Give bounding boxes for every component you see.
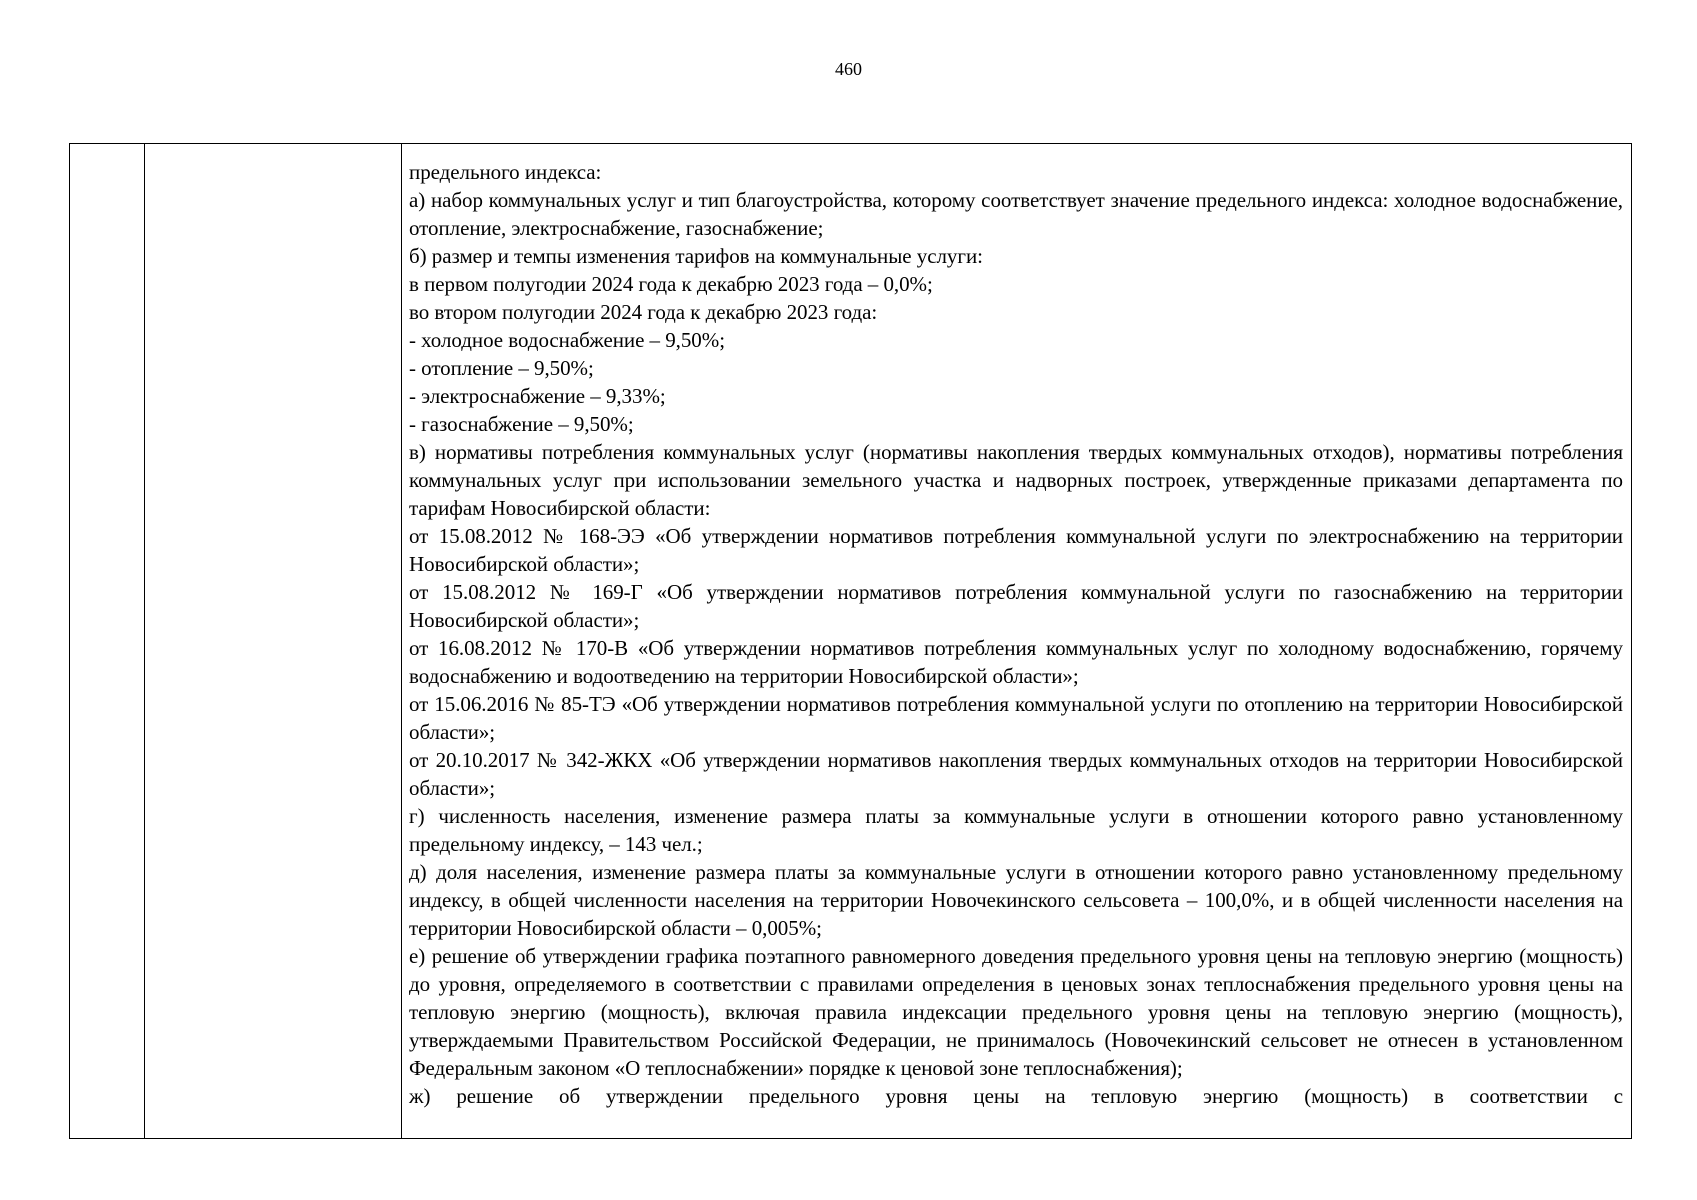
paragraph: д) доля населения, изменение размера платы за коммунальные услуги в отношении которого равно установленному предельному индексу, в общей численности населения на территории Новочекинского сельсовета – 100,0%, и в общей численности населения на территории Новосибирской области – 0,005%;	[409, 860, 1623, 940]
paragraph: а) набор коммунальных услуг и тип благоустройства, которому соответствует значение предельного индекса: холодное водоснабжение, отопление, электроснабжение, газоснабжение;	[409, 188, 1623, 240]
paragraph: в первом полугодии 2024 года к декабрю 2023 года – 0,0%;	[409, 272, 933, 296]
order-reference: от 16.08.2012 № 170-В «Об утверждении нормативов потребления коммунальных услуг по холодному водоснабжению, горячему водоснабжению и водоотведению на территории Новосибирской области»;	[409, 636, 1623, 688]
paragraph: предельного индекса:	[409, 160, 602, 184]
paragraph: ж) решение об утверждении предельного уровня цены на тепловую энергию (мощность) в соответствии с	[409, 1084, 1623, 1108]
list-item: - отопление – 9,50%;	[409, 356, 594, 380]
paragraph: е) решение об утверждении графика поэтапного равномерного доведения предельного уровня цены на тепловую энергию (мощность) до уровня, определяемого в соответствии с правилами определения в ценовых зонах теплоснабжения предельного уровня цены на тепловую энергию (мощность), включая правила индексации предельного уровня цены на тепловую энергию (мощность), утверждаемыми Правительством Российской Федерации, не принималось (Новочекинский сельсовет не отнесен в установленном Федеральным законом «О теплоснабжении» порядке к ценовой зоне теплоснабжения);	[409, 944, 1623, 1080]
page-number: 460	[835, 59, 862, 79]
order-reference: от 15.08.2012 № 169-Г «Об утверждении нормативов потребления коммунальной услуги по газоснабжению на территории Новосибирской области»;	[409, 580, 1623, 632]
paragraph: б) размер и темпы изменения тарифов на коммунальные услуги:	[409, 244, 983, 268]
order-reference: от 15.06.2016 № 85-ТЭ «Об утверждении нормативов потребления коммунальной услуги по отоплению на территории Новосибирской области»;	[409, 692, 1623, 744]
document-table	[69, 143, 1632, 1139]
column-divider-1	[144, 144, 145, 1138]
list-item: - газоснабжение – 9,50%;	[409, 412, 634, 436]
order-reference: от 20.10.2017 № 342-ЖКХ «Об утверждении нормативов накопления твердых коммунальных отходов на территории Новосибирской области»;	[409, 748, 1623, 800]
paragraph: г) численность населения, изменение размера платы за коммунальные услуги в отношении которого равно установленному предельному индексу, – 143 чел.;	[409, 804, 1623, 856]
paragraph: во втором полугодии 2024 года к декабрю 2023 года:	[409, 300, 878, 324]
order-reference: от 15.08.2012 № 168-ЭЭ «Об утверждении нормативов потребления коммунальной услуги по электроснабжению на территории Новосибирской области»;	[409, 524, 1623, 576]
list-item: - холодное водоснабжение – 9,50%;	[409, 328, 725, 352]
table-cell-content	[409, 158, 1623, 1110]
paragraph: в) нормативы потребления коммунальных услуг (нормативы накопления твердых коммунальных отходов), нормативы потребления коммунальных услуг при использовании земельного участка и надворных построек, утвержденные приказами департамента по тарифам Новосибирской области:	[409, 440, 1623, 520]
list-item: - электроснабжение – 9,33%;	[409, 384, 666, 408]
column-divider-2	[401, 144, 402, 1138]
